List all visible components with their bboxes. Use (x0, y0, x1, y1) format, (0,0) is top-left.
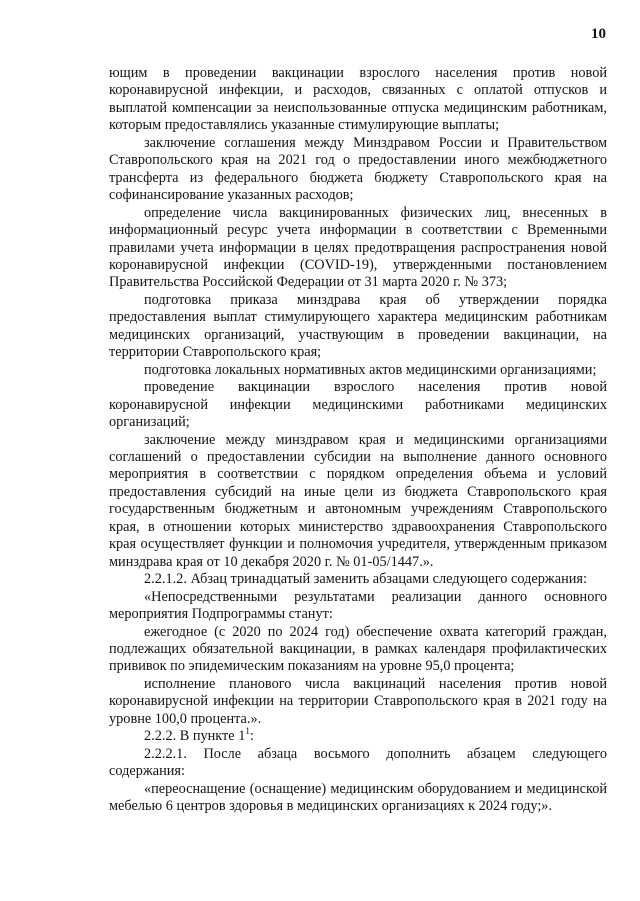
paragraph-continuation: ющим в проведении вакцинации взрослого населения против новой коронавирусной инфекции, и расходов, связанных с оплатой отпусков и выплатой компенсации за неиспользованные отпуска медицинским работникам, которым предоставлялись указанные стимулирующие выплаты; (109, 65, 607, 134)
paragraph-item-2-2-2 (109, 728, 607, 745)
paragraph-vaccination-conduct: проведение вакцинации взрослого населения против новой коронавирусной инфекции медицинскими работниками медицинских организаций; (109, 379, 607, 431)
item-2-2-2-colon: : (249, 728, 254, 745)
paragraph-order-preparation: подготовка приказа минздрава края об утверждении порядка предоставления выплат стимулирующего характера медицинским работникам медицинских организаций, участвующим в проведении вакцинации, на территории Ставропольского края; (109, 291, 607, 361)
paragraph-planned-vaccinations: исполнение планового числа вакцинаций населения против новой коронавирусной инфекции на территории Ставропольского края в 2021 году на уровне 100,0 процента.». (109, 675, 607, 727)
paragraph-local-acts: подготовка локальных нормативных актов медицинскими организациями; (144, 361, 597, 378)
paragraph-results-intro: «Непосредственными результатами реализации данного основного мероприятия Подпрограммы станут: (109, 588, 607, 623)
paragraph-vaccinated-count: определение числа вакцинированных физических лиц, внесенных в информационный ресурс учета информации в соответствии с Временными правилами учета информации в целях предотвращения распространения новой коронавирусной инфекции (COVID-19), утвержденными постановлением Правительства Российской Федерации от 31 марта 2020 г. № 373; (109, 204, 607, 291)
paragraph-agreement: заключение соглашения между Минздравом России и Правительством Ставропольского края на 2021 год о предоставлении иного межбюджетного трансферта из федерального бюджета бюджету Ставропольского края на софинансирование указанных расходов; (109, 134, 607, 204)
paragraph-subsidy-agreements: заключение между минздравом края и медицинскими организациями соглашений о предоставлении субсидии на выполнение данного основного мероприятия в соответствии с порядком определения объема и условий предоставления субсидий на иные цели из бюджета Ставропольского края государственным бюджетным и автономным учреждениям Ставропольского края, в отношении которых министерство здравоохранения Ставропольского края осуществляет функции и полномочия учредителя, утвержденным приказом минздрава края от 10 декабря 2020 г. № 01-05/1447.». (109, 431, 607, 570)
page-number: 10 (591, 26, 606, 42)
paragraph-item-2-2-1-2: 2.2.1.2. Абзац тринадцатый заменить абзацами следующего содержания: (144, 571, 587, 588)
footnote-superscript: 1 (245, 726, 250, 737)
paragraph-reequipment: «переоснащение (оснащение) медицинским оборудованием и медицинской мебелью 6 центров здоровья в медицинских организациях к 2024 году;». (109, 780, 607, 815)
paragraph-item-2-2-2-1: 2.2.2.1. После абзаца восьмого дополнить абзацем следующего содержания: (109, 745, 607, 780)
item-2-2-2-text: 2.2.2. В пункте 1 (144, 728, 246, 745)
document-body (109, 65, 607, 815)
paragraph-annual-coverage: ежегодное (с 2020 по 2024 год) обеспечение охвата категорий граждан, подлежащих обязательной вакцинации, в рамках календаря профилактических прививок по эпидемическим показаниям на уровне 95,0 процента; (109, 623, 607, 675)
